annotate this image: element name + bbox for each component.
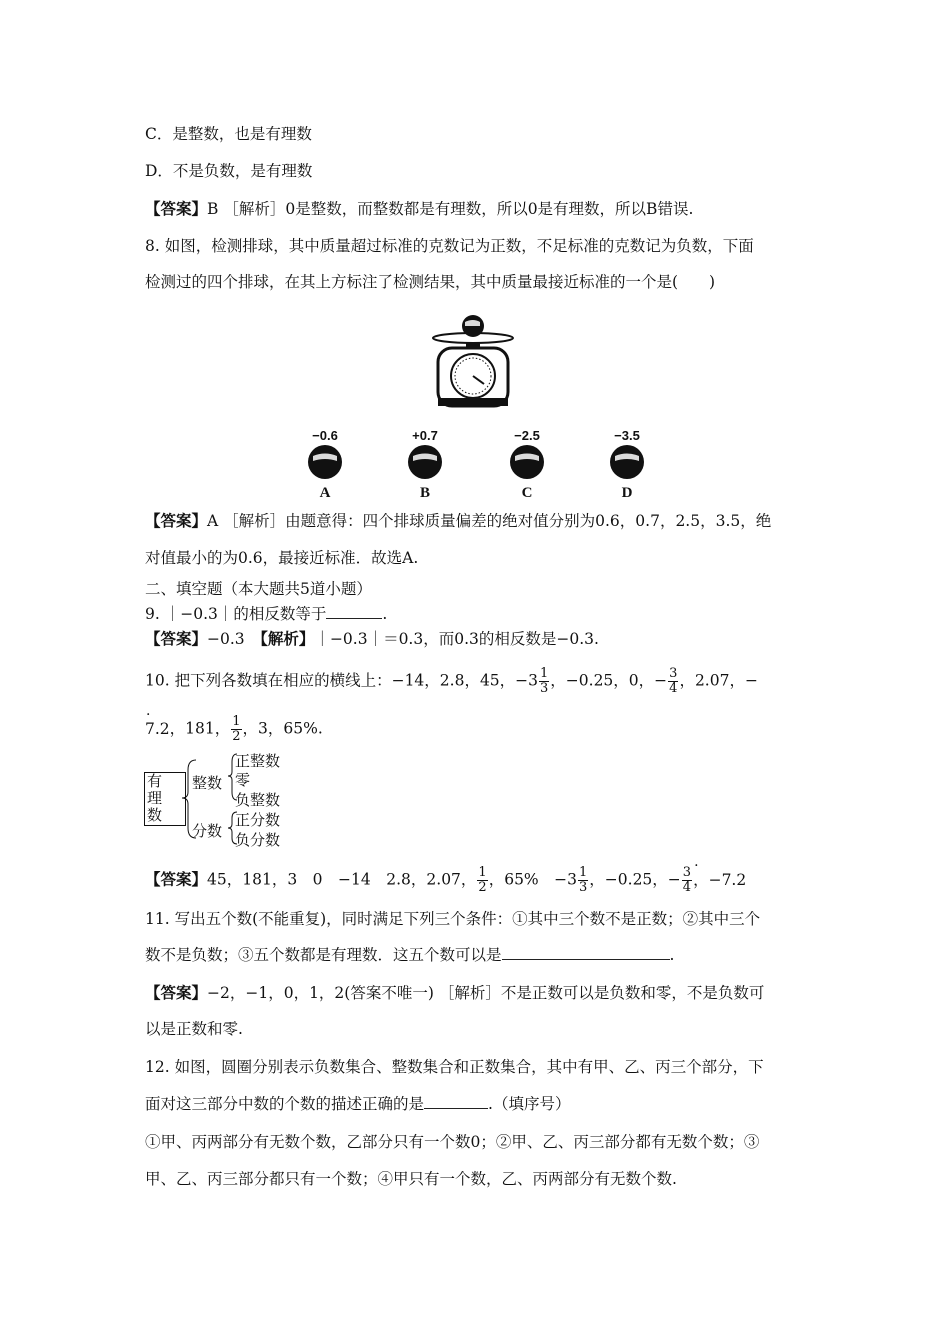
ball-b <box>395 428 455 502</box>
tree-root-char: 有 <box>147 772 163 790</box>
analysis-tag: 【解析】 <box>260 629 315 648</box>
answer-text: ，−0.25，− <box>589 870 681 889</box>
q11-text: 数不是负数；③五个数都是有理数．这五个数可以是 <box>145 946 502 964</box>
numerator: 3 <box>669 666 678 681</box>
q7-answer <box>145 198 693 220</box>
q7-option-d: D．不是负数，是有理数 <box>145 162 313 180</box>
q12-question-line1: 12. 如图，圆圈分别表示负数集合、整数集合和正数集合，其中有甲、乙、丙三个部分，下 <box>145 1058 764 1076</box>
q10-question-line1 <box>145 667 758 696</box>
ball-value: −3.5 <box>614 428 640 443</box>
answer-text: A ［解析］由题意得：四个排球质量偏差的绝对值分别为0.6，0.7，2.5，3.5，绝 <box>207 512 772 530</box>
section-title: 二、填空题（本大题共5道小题） <box>145 580 372 598</box>
q11-question-line2 <box>145 944 674 966</box>
tree-integer: 整数 <box>192 774 223 792</box>
fraction <box>539 667 549 696</box>
denominator: 4 <box>669 681 678 696</box>
q8-question-line1: 8. 如图，检测排球，其中质量超过标准的克数记为正数，不足标准的克数记为负数，下面 <box>145 237 754 255</box>
answer-blank <box>502 945 670 960</box>
answer-text: −2，−1，0，1，2(答案不唯一) ［解析］不是正数可以是负数和零，不是负数可 <box>207 984 765 1002</box>
ball-value: −0.6 <box>312 428 338 443</box>
scale-figure <box>430 312 516 412</box>
answer-tag: 【答案】 <box>145 511 208 530</box>
ball-label: B <box>419 485 430 501</box>
q12-question-line2 <box>145 1093 570 1115</box>
tree-root-char: 理 <box>147 789 163 807</box>
tree-positive-fraction: 正分数 <box>235 811 281 829</box>
ball-a <box>295 428 355 502</box>
denominator: 2 <box>232 729 241 744</box>
q10-question-line2 <box>145 715 323 744</box>
fraction <box>668 667 678 696</box>
answer-tag: 【答案】 <box>145 629 208 648</box>
q11-answer-line1 <box>145 982 764 1004</box>
numerator: 1 <box>579 865 588 880</box>
fraction <box>231 715 241 744</box>
q10-text: ，3，65%. <box>242 719 323 738</box>
numerator: 1 <box>478 865 487 880</box>
q10-answer <box>145 866 746 895</box>
q8-answer-line2: 对值最小的为0.6，最接近标准．故选A. <box>145 549 419 567</box>
volleyball-icon <box>405 444 445 480</box>
volleyball-icon <box>507 444 547 480</box>
ball-c <box>497 428 557 502</box>
answer-text: B ［解析］0是整数，而整数都是有理数，所以0是有理数，所以B错误. <box>207 200 694 218</box>
volleyball-icon <box>607 444 647 480</box>
q11-answer-line2: 以是正数和零. <box>145 1020 243 1038</box>
ball-value: +0.7 <box>412 428 438 443</box>
q12-question-line4: 甲、乙、丙三部分都只有一个数；④甲只有一个数，乙、丙两部分有无数个数. <box>145 1170 677 1188</box>
answer-value: −0.3 <box>207 630 245 648</box>
answer-tag: 【答案】 <box>145 199 208 218</box>
answer-tag: 【答案】 <box>145 983 208 1002</box>
q9-question <box>145 603 387 625</box>
repeating-decimal: · ，−7.2 <box>693 869 746 891</box>
tree-root-char: 数 <box>147 806 163 824</box>
denominator: 3 <box>579 880 588 895</box>
q10-text: ，−0.25，0，− <box>550 671 668 690</box>
q12-question-line3: ①甲、丙两部分有无数个数，乙部分只有一个数0；②甲、乙、丙三部分都有无数个数；③ <box>145 1133 760 1151</box>
answer-tag: 【答案】 <box>145 869 208 889</box>
volleyball-icon <box>305 444 345 480</box>
denominator: 2 <box>478 880 487 895</box>
answer-blank <box>424 1094 488 1109</box>
ball-value: −2.5 <box>514 428 540 443</box>
q7-option-c: C．是整数，也是有理数 <box>145 125 312 143</box>
tree-positive-integer: 正整数 <box>235 752 281 770</box>
rational-number-tree <box>142 750 302 850</box>
ball-label: D <box>621 485 633 501</box>
q9-end: . <box>382 605 388 623</box>
q8-question-line2: 检测过的四个排球，在其上方标注了检测结果，其中质量最接近标准的一个是( ) <box>145 273 716 291</box>
answer-text: 45，181，3 0 −14 2.8，2.07， <box>207 870 477 889</box>
q11-question-line1: 11. 写出五个数(不能重复)，同时满足下列三个条件：①其中三个数不是正数；②其中三个 <box>145 910 761 928</box>
q12-text: .（填序号） <box>488 1095 571 1113</box>
tree-zero: 零 <box>235 771 251 789</box>
ball-label: C <box>521 485 533 501</box>
q10-text: ，2.07，− <box>679 671 758 690</box>
denominator: 4 <box>682 880 692 895</box>
q10-text: ，181， <box>169 719 231 738</box>
answer-blank <box>326 604 382 619</box>
tree-fraction: 分数 <box>192 822 223 840</box>
ball-d <box>597 428 657 502</box>
analysis-text: ｜−0.3｜＝0.3，而0.3的相反数是−0.3. <box>314 630 599 648</box>
fraction <box>682 866 692 895</box>
q11-end: . <box>669 946 675 964</box>
numerator: 1 <box>540 666 549 681</box>
q9-text: 9. ｜−0.3｜的相反数等于 <box>145 605 327 623</box>
ball-label: A <box>319 485 331 501</box>
denominator: 3 <box>540 681 549 696</box>
numerator: 1 <box>232 714 241 729</box>
fraction <box>477 866 487 895</box>
numerator: 3 <box>682 865 692 880</box>
q10-text: 10. 把下列各数填在相应的横线上：−14，2.8，45，−3 <box>145 671 539 690</box>
q8-answer-line1 <box>145 510 771 532</box>
tree-negative-fraction: 负分数 <box>235 831 281 849</box>
q9-answer <box>145 628 599 650</box>
answer-text: ，65% −3 <box>488 870 578 889</box>
tree-negative-integer: 负整数 <box>235 791 281 809</box>
repeating-decimal: · 7.2 <box>145 718 170 740</box>
q12-text: 面对这三部分中数的个数的描述正确的是 <box>145 1095 425 1113</box>
fraction <box>578 866 588 895</box>
